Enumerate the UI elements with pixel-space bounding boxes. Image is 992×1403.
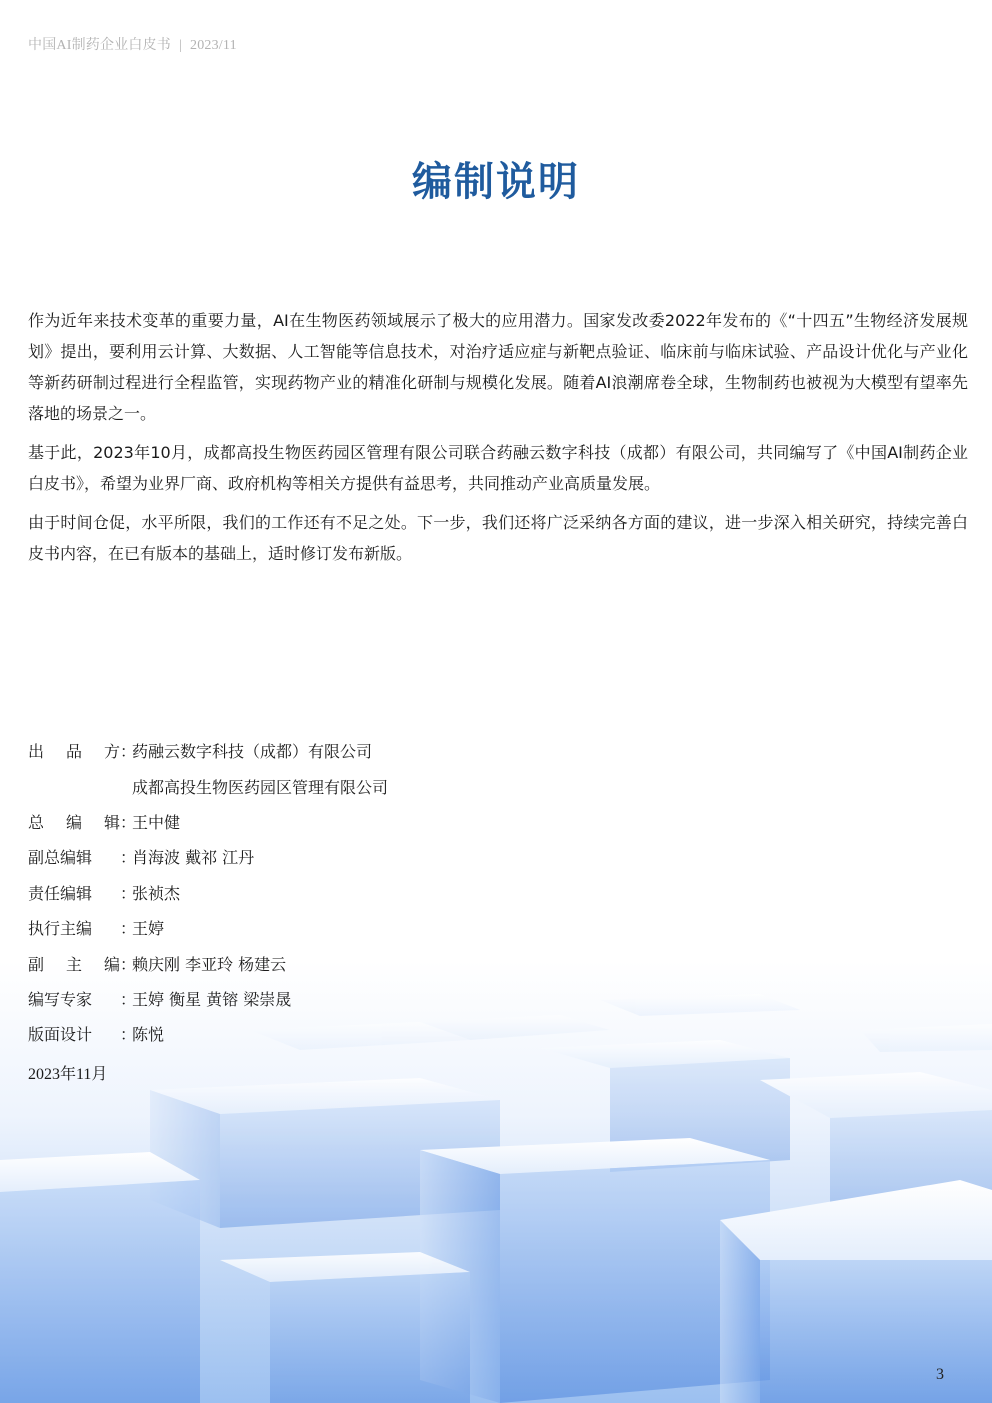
label-char: 编 bbox=[65, 812, 82, 832]
page-number: 3 bbox=[936, 1366, 944, 1383]
credit-label: 责任编辑 bbox=[28, 883, 93, 903]
paragraph: 基于此，2023年10月，成都高投生物医药园区管理有限公司联合药融云数字科技（成都）有限公司，共同编写了《中国AI制药企业白皮书》，希望为业界厂商、政府机构等相关方提供有益思考，共同推动产业高质量发展。 bbox=[28, 443, 968, 493]
credit-value: 张祯杰 bbox=[132, 883, 181, 903]
credit-value: 王婷 bbox=[132, 919, 165, 939]
credit-row-publisher bbox=[28, 733, 388, 768]
credit-value: 王婷 衡星 黄镕 梁崇晟 bbox=[132, 989, 292, 1009]
credit-label: 副总编辑 bbox=[28, 848, 93, 868]
credit-value: 成都高投生物医药园区管理有限公司 bbox=[132, 777, 389, 797]
header-separator: | bbox=[178, 38, 182, 53]
credit-value: 赖庆刚 李亚玲 杨建云 bbox=[132, 954, 287, 974]
credit-value: 王中健 bbox=[132, 812, 181, 832]
label-char: 编 bbox=[103, 954, 120, 974]
credit-colon: ： bbox=[120, 812, 137, 832]
credit-row-executive-editor bbox=[28, 910, 388, 945]
credit-value: 陈悦 bbox=[132, 1025, 165, 1045]
credit-value: 药融云数字科技（成都）有限公司 bbox=[132, 742, 373, 762]
credit-label: 版面设计 bbox=[28, 1025, 93, 1045]
header-title: 中国AI制药企业白皮书 bbox=[28, 38, 171, 53]
credit-value: 肖海波 戴祁 江丹 bbox=[132, 848, 255, 868]
publication-date: 2023年11月 bbox=[28, 1066, 108, 1083]
credit-label bbox=[28, 739, 120, 762]
credit-label bbox=[28, 810, 120, 833]
credit-colon: ： bbox=[120, 848, 137, 868]
label-char: 总 bbox=[28, 812, 45, 832]
credit-row-deputy-chief bbox=[28, 839, 388, 874]
label-char: 副 bbox=[28, 954, 45, 974]
credit-colon: ： bbox=[120, 954, 137, 974]
label-char: 辑 bbox=[103, 812, 120, 832]
credit-colon: ： bbox=[120, 742, 137, 762]
label-char: 方 bbox=[103, 742, 120, 762]
label-char: 出 bbox=[28, 742, 45, 762]
paragraph: 由于时间仓促，水平所限，我们的工作还有不足之处。下一步，我们还将广泛采纳各方面的建议，进一步深入相关研究，持续完善白皮书内容，在已有版本的基础上，适时修订发布新版。 bbox=[28, 513, 968, 563]
credit-colon: ： bbox=[120, 919, 137, 939]
label-char: 主 bbox=[65, 954, 82, 974]
credit-colon: ： bbox=[120, 989, 137, 1009]
credit-row-layout bbox=[28, 1016, 388, 1051]
paragraph: 作为近年来技术变革的重要力量，AI在生物医药领域展示了极大的应用潜力。国家发改委2022年发布的《“十四五”生物经济发展规划》提出，要利用云计算、大数据、人工智能等信息技术，对治疗适应症与新靶点验证、临床前与临床试验、产品设计优化与产业化等新药研制过程进行全程监管，实现药物产业的精准化研制与规模化发展。随着AI浪潮席卷全球，生物制药也被视为大模型有望率先落地的场景之一。 bbox=[28, 311, 968, 423]
credit-colon: ： bbox=[120, 1025, 137, 1045]
credit-row-associate-editor bbox=[28, 945, 388, 980]
credit-row-writers bbox=[28, 981, 388, 1016]
credit-row-responsible-editor bbox=[28, 875, 388, 910]
header-date: 2023/11 bbox=[190, 38, 237, 53]
credit-label: 编写专家 bbox=[28, 989, 93, 1009]
credits-list bbox=[28, 733, 388, 1052]
intro-text bbox=[28, 305, 968, 577]
running-header bbox=[28, 34, 237, 54]
credit-row-publisher-2 bbox=[28, 768, 388, 803]
credit-label bbox=[28, 952, 120, 975]
credit-colon: ： bbox=[120, 883, 137, 903]
page-title: 编制说明 bbox=[412, 159, 580, 205]
credit-row-editor-in-chief bbox=[28, 804, 388, 839]
credit-label: 执行主编 bbox=[28, 919, 93, 939]
label-char: 品 bbox=[65, 742, 82, 762]
